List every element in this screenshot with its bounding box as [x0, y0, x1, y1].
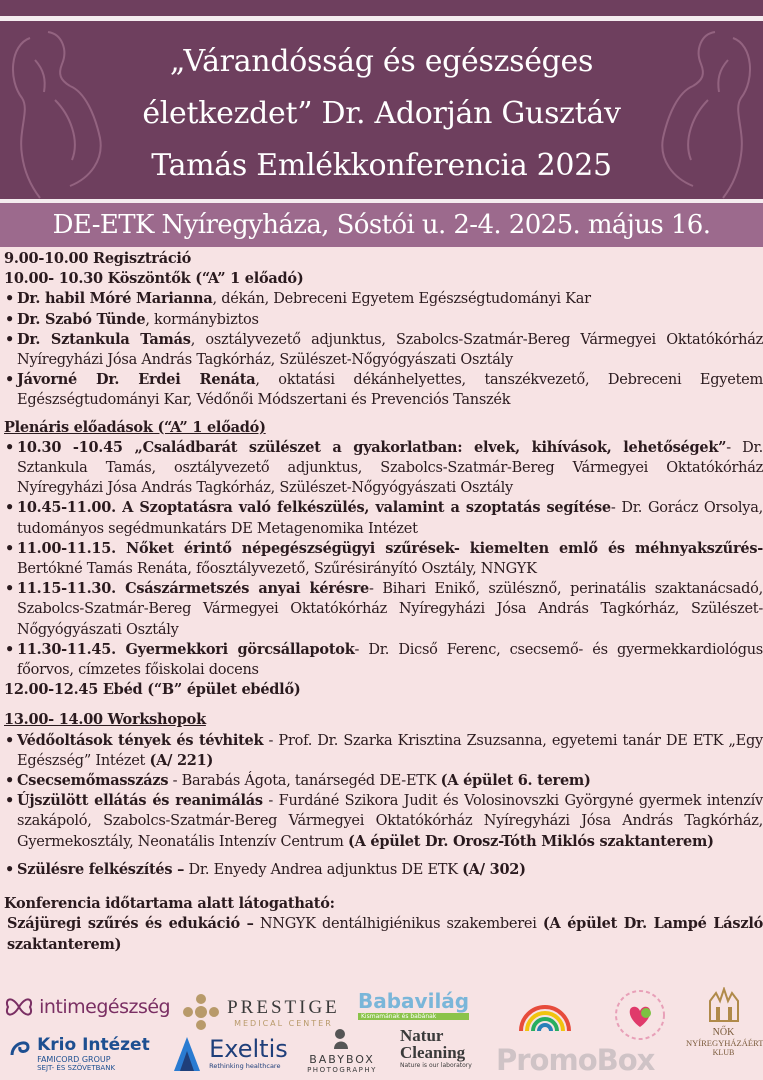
program-content [4, 249, 763, 955]
spacer [4, 880, 763, 894]
nok-text-3: KLUB [712, 1048, 735, 1057]
visit-item: Szájüregi szűrés és edukáció – NNGYK dentálhigiénikus szakemberei (A épület Dr. Lampé László szaktanterem) [7, 915, 763, 953]
location-date-bar: DE-ETK Nyíregyháza, Sóstói u. 2-4. 2025. május 16. [0, 203, 763, 247]
list-item: • 11.30-11.45. Gyermekkori görcsállapotok- Dr. Dicső Ferenc, csecsemő- és gyermekkardiológus főorvos, címzetes főiskolai docens [4, 640, 763, 680]
exeltis-emblem-icon [170, 1033, 204, 1073]
prestige-text: PRESTIGE [227, 996, 340, 1018]
nok-klub-logo [686, 987, 761, 1057]
list-item: • Védőoltások tények és tévhitek - Prof. Dr. Szarka Krisztina Zsuzsanna, egyetemi tanár DE ETK „Egy Egészség” Intézet (A/ 221) [4, 731, 763, 771]
exeltis-text: Exeltis [209, 1035, 288, 1063]
list-item: • Dr. Sztankula Tamás, osztályvezető adjunktus, Szabolcs-Szatmár-Bereg Vármegyei Oktatókórház Nyíregyházi Jósa András Tagkórház, Szülészet-Nőgyógyászati Osztály [4, 330, 763, 370]
intimegeszseg-logo [4, 995, 170, 1019]
plenary-list [4, 438, 763, 680]
nok-text: NŐK [712, 1027, 735, 1038]
intimegeszseg-text: intimegészség [39, 996, 171, 1018]
visit-title: Konferencia időtartama alatt látogatható: [4, 895, 335, 913]
sponsor-logos [0, 985, 763, 1080]
krio-sub2: SEJT- ÉS SZÖVETBANK [37, 1064, 116, 1072]
prestige-sub: MEDICAL CENTER [234, 1018, 333, 1028]
babybox-sub: PHOTOGRAPHY [307, 1066, 377, 1074]
babybox-text: BABYBOX [309, 1053, 375, 1066]
registration-line: 9.00-10.00 Regisztráció [4, 250, 192, 267]
header-banner [0, 0, 763, 203]
heart-wreath-logo-icon [612, 987, 668, 1043]
nok-text-2: NYÍREGYHÁZÁÉRT [686, 1038, 763, 1048]
natur-text-2: Cleaning [400, 1043, 466, 1062]
greetings-title: 10.00- 10.30 Köszöntők (“A” 1 előadó) [4, 270, 304, 288]
workshop-list [4, 731, 763, 880]
title-line: Tamás Emlékkonferencia 2025 [151, 148, 612, 183]
list-item: • 10.45-11.00. A Szoptatásra való felkészülés, valamint a szoptatás segítése- Dr. Gorácz Orsolya, tudományos segédmunkatárs DE Metagenomika Intézet [4, 498, 763, 538]
title-line: életkezdet” Dr. Adorján Gusztáv [142, 96, 621, 131]
list-item: • Dr. habil Móré Marianna, dékán, Debreceni Egyetem Egészségtudományi Kar [4, 289, 763, 309]
natur-sub: Nature is our laboratory [400, 1062, 472, 1069]
plenary-title: Plenáris előadások (“A” 1 előadó) [4, 418, 266, 436]
list-item: • 10.30 -10.45 „Családbarát szülészet a gyakorlatban: elvek, kihívások, lehetőségek”- Dr. Sztankula Tamás, osztályvezető adjunktus, Szabolcs-Szatmár-Bereg Vármegyei Oktatókórház Nyíregyházi Jósa András Tagkórház, Szülészet-Nőgyógyászati Osztály [4, 438, 763, 499]
list-item: • 11.15-11.30. Császármetszés anyai kérésre- Bihari Enikő, szülésznő, perinatális szaktanácsadó, Szabolcs-Szatmár-Bereg Vármegyei Oktatókórház Nyíregyházi Jósa András Tagkórház, Szülészet-Nőgyógyászati Osztály [4, 579, 763, 640]
prestige-emblem-icon [180, 991, 222, 1033]
workshop-title: 13.00- 14.00 Workshopok [4, 711, 206, 729]
list-item: • Szülésre felkészítés – Dr. Enyedy Andrea adjunktus DE ETK (A/ 302) [4, 860, 763, 880]
list-item: • Csecsemőmasszázs - Barabás Ágota, tanársegéd DE-ETK (A épület 6. terem) [4, 771, 763, 791]
krio-swirl-icon [8, 1035, 32, 1059]
babavilag-logo [358, 989, 469, 1020]
exeltis-sub: Rethinking healthcare [209, 1062, 281, 1070]
spacer [4, 411, 763, 418]
krio-text: Krio Intézet [37, 1035, 150, 1055]
promobox-logo: PromoBox [496, 1043, 655, 1077]
natur-cleaning-logo [400, 1027, 472, 1069]
butterfly-icon [4, 995, 34, 1019]
spacer [4, 700, 763, 710]
page-title [100, 36, 663, 192]
krio-logo [8, 1035, 150, 1073]
babavilag-sub: Kismamának és babának [358, 1013, 469, 1020]
list-item: • Jávorné Dr. Erdei Renáta, oktatási dékánhelyettes, tanszékvezető, Debreceni Egyetem Egészségtudományi Kar, Védőnői Módszertani és Prevenciós Tanszék [4, 370, 763, 410]
list-item: • Dr. Szabó Tünde, kormánybiztos [4, 310, 763, 330]
greetings-list [4, 289, 763, 410]
natur-text: Natur [400, 1026, 444, 1045]
list-item: • 11.00-11.15. Nőket érintő népegészségügyi szűrések- kiemelten emlő és méhnyakszűrés- Bertókné Tamás Renáta, főosztályvezető, Szűrésirányító Osztály, NNGYK [4, 539, 763, 579]
exeltis-logo [170, 1033, 288, 1073]
crown-building-icon [706, 987, 742, 1023]
babybox-logo [300, 1027, 384, 1074]
babavilag-text: Babavilág [358, 989, 470, 1013]
rainbow-logo-icon [515, 991, 575, 1035]
list-item: • Újszülött ellátás és reanimálás - Furdáné Szikora Judit és Volosinovszki Györgyné gyermek intenzív szakápoló, Szabolcs-Szatmár-Bereg Vármegyei Oktatókórház Nyíregyházi Jósa András Tagkórház, Gyermekosztály, Neonatális Intenzív Centrum (A épület Dr. Orosz-Tóth Miklós szaktanterem) [4, 791, 763, 852]
krio-sub1: FAMICORD GROUP [37, 1055, 111, 1064]
mother-baby-icon [331, 1027, 353, 1049]
title-line: „Várandósság és egészséges [169, 44, 594, 79]
lunch-line: 12.00-12.45 Ebéd (“B” épület ebédlő) [4, 681, 301, 699]
